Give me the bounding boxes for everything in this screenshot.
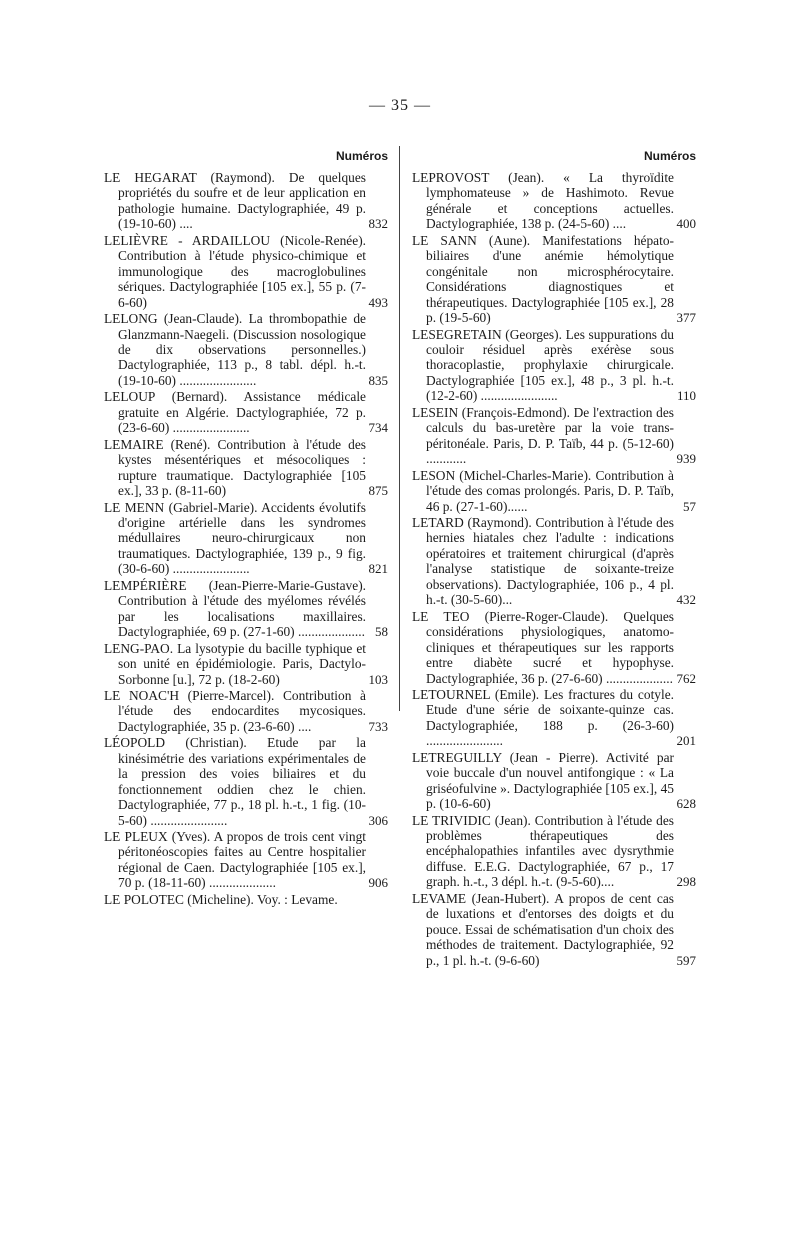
bibliography-entry: [104, 892, 388, 907]
entry-text: [104, 578, 366, 640]
bibliography-entry: [104, 170, 388, 232]
bibliography-entry: [104, 688, 388, 734]
entry-author: LESEGRETAIN (Georges).: [412, 326, 562, 342]
entry-author: LELIÈVRE - ARDAILLOU (Nicole-Renée).: [104, 232, 366, 248]
bibliography-entry: [104, 389, 388, 435]
bibliography-entry: [412, 891, 696, 968]
entry-description: Activité par voie buccale d'un nouvel antifongique : « La griséofulvine ». Dactylographiée [105 ex.], 45 p. (10-6-60): [426, 749, 674, 812]
bibliography-entry: [412, 233, 696, 326]
entry-author: LESON (Michel-Charles-Marie).: [412, 467, 592, 483]
entry-list: [412, 166, 696, 968]
entry-text: [412, 468, 674, 514]
entry-author: LÉOPOLD (Christian).: [104, 735, 247, 751]
entry-description: Etude par la kinésimétrie des variations expérimentales de la pression des voies biliaires et du fonctionnement oddien chez le chien. Dactylographiée, 77 p., 18 pl. h.-t., 1 fig. (10-5-60) .......................: [118, 735, 366, 828]
entry-text: [412, 813, 674, 890]
entry-author: LE SANN (Aune).: [412, 232, 531, 248]
entry-number: 298: [676, 874, 696, 890]
entry-author: LE HEGARAT (Raymond).: [104, 170, 275, 185]
entry-description: Contribution à l'étude des endocardites mycosiques. Dactylographiée, 35 p. (23-6-60) ....: [118, 687, 366, 734]
bibliography-entry: [104, 641, 388, 687]
entry-text: [412, 515, 674, 608]
bibliography-entry: [104, 500, 388, 577]
entry-number: 110: [676, 388, 696, 404]
entry-author: LETOURNEL (Emile).: [412, 686, 540, 702]
entry-description: A propos de cent cas de luxations et d'entorses des doigts et du pouce. Essai de schématisation d'un choix des méthodes de traitement. Dactylographiée, 92 p., 1 pl. h.-t. (9-6-60): [426, 890, 675, 968]
bibliography-entry: [104, 233, 388, 310]
entry-author: LELONG (Jean-Claude).: [104, 311, 243, 327]
entry-text: [104, 641, 366, 687]
bibliography-entry: [412, 813, 696, 890]
entry-description: Contribution à l'étude des myélomes révélés par les localisations maxillaires. Dactylographiée, 69 p. (27-1-60) ....................: [118, 593, 366, 640]
entry-text: [412, 609, 674, 686]
entry-description: Manifestations hépato-biliaires d'une anémie hémolytique congénitale non microsphérocytaire. Considérations diagnostiques et thérapeutiques. Dactylographiée [105 ex.], 28 p. (19-5-60): [426, 232, 674, 326]
entry-number: 306: [368, 812, 388, 828]
right-column: [412, 146, 696, 969]
entry-text: [104, 437, 366, 499]
entry-author: LENG-PAO.: [104, 640, 174, 656]
entry-text: [412, 891, 674, 968]
entry-author: LEPROVOST (Jean).: [412, 170, 545, 185]
entry-description: Quelques considérations physiologiques, anatomo-cliniques et thérapeutiques sur les rapports entre diabète sucré et hypophyse. Dactylographiée, 36 p. (27-6-60) ....................: [426, 608, 674, 686]
entry-number: 939: [676, 451, 696, 467]
entry-author: LEVAME (Jean-Hubert).: [412, 890, 550, 906]
entry-description: Assistance médicale gratuite en Algérie. Dactylographiée, 72 p. (23-6-60) .......................: [118, 389, 367, 436]
entry-description: Contribution à l'étude des kystes mésentériques et mésocoliques : rupture traumatique. Dactylographiée [105 ex.], 33 p. (8-11-60): [118, 436, 366, 499]
entry-author: LELOUP (Bernard).: [104, 389, 228, 405]
entry-description: Les suppurations du couloir résiduel après exérèse sous thoracoplastie, prophylaxie chirurgicale. Dactylographiée [105 ex.], 48 p., 3 pl. h.-t. (12-2-60) .......................: [426, 326, 674, 404]
entry-text: [412, 687, 674, 749]
entry-description: Les fractures du cotyle. Etude d'une série de soixante-quinze cas. Dactylographiée, 188 p. (26-3-60) .......................: [426, 686, 674, 749]
bibliography-entry: [104, 578, 388, 640]
entry-number: 762: [676, 670, 696, 686]
entry-description: Contribution à l'étude des hernies hiatales chez l'adulte : indications opératoires et traitement chirurgical (d'après l'analyse statistique de soixante-treize observations). Dactylographiée, 106 p., 4 pl. h.-t. (30-5-60)...: [426, 514, 674, 608]
entry-author: LETARD (Raymond).: [412, 514, 532, 530]
entry-author: LEMAIRE (René).: [104, 436, 211, 452]
bibliography-entry: [412, 750, 696, 812]
entry-number: 832: [368, 216, 388, 232]
bibliography-entry: [104, 829, 388, 891]
entry-description: De l'extraction des calculs du bas-uretère par la voie trans-péritonéale. Paris, D. P. Taïb, 44 p. (5-12-60) ............: [426, 404, 674, 467]
entry-text: [104, 500, 366, 577]
entry-description: Contribution à l'étude des comas prolongés. Paris, D. P. Taïb, 46 p. (27-1-60)......: [426, 467, 674, 514]
entry-text: [104, 170, 366, 232]
entry-author: LE TRIVIDIC (Jean).: [412, 812, 531, 828]
entry-text: [412, 405, 674, 467]
entry-author: LETREGUILLY (Jean - Pierre).: [412, 749, 599, 765]
bibliography-entry: [412, 515, 696, 608]
bibliography-entry: [104, 437, 388, 499]
entry-number: 734: [368, 420, 388, 436]
entry-number: 835: [368, 372, 388, 388]
entry-number: 400: [676, 216, 696, 232]
entry-text: [104, 389, 366, 435]
entry-description: « La thyroïdite lymphomateuse » de Hashimoto. Revue générale et conceptions actuelles. Dactylographiée, 138 p. (24-5-60) ....: [426, 170, 674, 232]
entry-text: [412, 170, 674, 232]
entry-text: [104, 829, 366, 891]
entry-text: [104, 735, 366, 828]
entry-text: [412, 750, 674, 812]
entry-description: A propos de trois cent vingt péritonéoscopies faites au Centre hospitalier régional de Caen. Dactylographiée [105 ex.], 70 p. (18-11-60) ....................: [118, 829, 366, 891]
entry-number: 58: [375, 624, 388, 640]
left-column: [104, 146, 388, 908]
entry-number: 733: [368, 718, 388, 734]
entry-text: [412, 233, 674, 326]
entry-author: LEMPÉRIÈRE (Jean-Pierre-Marie-Gustave).: [104, 577, 366, 593]
entry-author: LE POLOTEC (Micheline).: [104, 891, 254, 907]
entry-text: [104, 233, 366, 310]
bibliography-entry: [412, 468, 696, 514]
entry-number: 875: [368, 483, 388, 499]
entry-number: 103: [368, 671, 388, 687]
entry-description: De quelques propriétés du soufre et de leur application en pathologie humaine. Dactylographiée, 49 p. (19-10-60) ....: [118, 170, 366, 232]
bibliography-entry: [104, 311, 388, 388]
page-number: — 35 —: [369, 97, 431, 114]
entry-text: [104, 892, 366, 907]
entry-number: 628: [676, 796, 696, 812]
bibliography-entry: [412, 687, 696, 749]
entry-description: La thrombopathie de Glanzmann-Naegeli. (Discussion nosologique de dix observations personnelles.) Dactylographiée, 113 p., 8 tabl. dépl. h.-t. (19-10-60) .......................: [118, 311, 366, 388]
bibliography-entry: [412, 170, 696, 232]
entry-description: Voy. : Levame.: [256, 891, 338, 907]
entry-number: 821: [368, 561, 388, 577]
entry-number: 57: [683, 498, 696, 514]
entry-text: [104, 311, 366, 388]
entry-number: 432: [676, 592, 696, 608]
bibliography-entry: [412, 327, 696, 404]
column-divider: [399, 146, 400, 711]
entry-number: 597: [676, 952, 696, 968]
entry-text: [104, 688, 366, 734]
entry-description: Contribution à l'étude physico-chimique et immunologique des macroglobulines sériques. Dactylographiée [105 ex.], 55 p. (7-6-60): [118, 248, 366, 310]
entry-description: Contribution à l'étude des problèmes thérapeutiques des encéphalopathies infantiles avec dysrythmie diffuse. E.E.G. Dactylographiée, 67 p., 17 graph. h.-t., 3 dépl. h.-t. (9-5-60)....: [426, 812, 674, 890]
numeros-header: Numéros: [643, 149, 696, 163]
bibliography-entry: [104, 735, 388, 828]
entry-number: 201: [676, 733, 696, 749]
entry-list: [104, 166, 388, 907]
entry-number: 906: [368, 875, 388, 891]
numeros-header: Numéros: [335, 149, 388, 163]
entry-description: Accidents évolutifs d'origine artérielle dans les syndromes médullaires neuro-chirurgicaux non traumatiques. Dactylographiée, 139 p., 9 fig. (30-6-60) .......................: [118, 499, 366, 577]
entry-author: LE MENN (Gabriel-Marie).: [104, 499, 258, 515]
entry-description: La lysotypie du bacille typhique et son unité en épidémiologie. Paris, Dactylo-Sorbonne [u.], 72 p. (18-2-60): [118, 640, 366, 687]
entry-number: 493: [368, 294, 388, 310]
bibliography-entry: [412, 609, 696, 686]
entry-author: LE TEO (Pierre-Roger-Claude).: [412, 608, 609, 624]
entry-number: 377: [676, 310, 696, 326]
entry-text: [412, 327, 674, 404]
entry-author: LE NOAC'H (Pierre-Marcel).: [104, 687, 275, 703]
entry-author: LE PLEUX (Yves).: [104, 829, 211, 845]
bibliography-entry: [412, 405, 696, 467]
entry-author: LESEIN (François-Edmond).: [412, 404, 570, 420]
